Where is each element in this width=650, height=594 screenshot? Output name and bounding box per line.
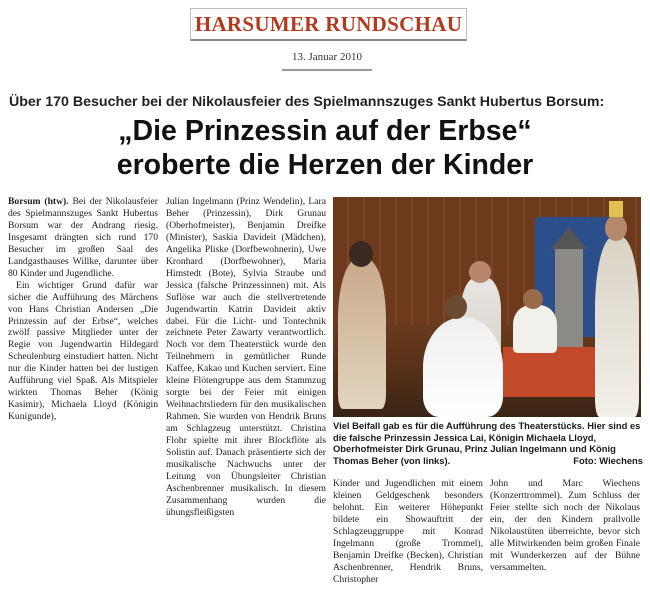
article-paragraph-4: Kinder und Jugendlichen mit einem kleinen Geldgeschenk besonders belohnt. Ein weiterer Höhepunkt bildete ein Showauftritt der Schlagzeuggruppe mit Konrad Ingelmann (große Trommel), Benjamin Dreifke (Becken), Christian Aschenbrenner, Hendrik Bruns, Christopher xyxy=(333,478,483,585)
photo-castle-tower xyxy=(555,249,583,359)
photo-crown xyxy=(609,201,623,217)
article-column-1 xyxy=(8,196,158,423)
photo-credit: Foto: Wiechens xyxy=(573,454,643,466)
headline-line-2: eroberte die Herzen der Kinder xyxy=(116,149,534,181)
photo-actor-false-princess xyxy=(338,259,386,409)
article-paragraph-1 xyxy=(8,196,158,280)
publication-date: 13. Januar 2010 xyxy=(282,51,372,71)
article-paragraph-3: Julian Ingelmann (Prinz Wendelin), Lara Beher (Prinzessin), Dirk Grunau (Oberhofmeister), Benjamin Dreifke (Minister), Saskia Davideit (Mädchen), Angelika Pliske (Dorfbewohnerin), Uwe Kronhard (Dorfbewohner), Maria Himstedt (Bote), Sylvia Straube und Jessica (falsche Prinzessinnen) mit. Als Suflöse war auch die stellvertretende Jugendwartin Katrin Davideit aktiv dabei. Für die Licht- und Tontechnik zeichnete Peter Zawarty verantwortlich. Noch vor dem Theaterstück wurde den Teilnehmern in gemütlicher Runde Kaffee, Kakao und Kuchen serviert. Eine kleine Flötengruppe aus dem Stammzug sorgte bei der Feier mit einigen Weihnachtsliedern für den musikalischen Rahmen. Sie wurden von Hendrik Bruns am Schlagzeug unterstützt. Christina Flohr spielte mit ihrer Blockflöte als Solistin auf. Danach präsentierte sich der musikalische Nachwuchs unter der Leitung von Übungsleiter Christian Aschenbrenner musikalisch. In diesem Zusammenhang wurden die übungsfleißigsten xyxy=(166,196,326,518)
article-column-2 xyxy=(166,196,326,519)
article-paragraph-5: John und Marc Wiechens (Konzerttrommel). Zum Schluss der Feier stellte sich noch der Nikolaus ein, der den Kindern prallvolle Nikolaustüten überreichte, bevor sich alle Mitwirkenden beim großen Finale mit Wunderkerzen auf der Bühne versammelten. xyxy=(490,478,640,573)
photo-actor-head xyxy=(605,215,627,241)
headline-line-1: „Die Prinzessin auf der Erbse“ xyxy=(118,115,532,147)
newspaper-masthead: HARSUMER RUNDSCHAU xyxy=(190,8,467,41)
article-column-3 xyxy=(333,478,483,586)
photo-caption-text: Viel Beifall gab es für die Aufführung des Theaterstücks. Hier sind es die falsche Prinzessin Jessica Lai, Königin Michaela Lloyd, Oberhofmeister Dirk Grunau, Prinz Julian Ingelmann und König Thomas Beher (von links). xyxy=(333,420,641,466)
photo-actor-prince xyxy=(513,305,557,353)
photo-actor-head xyxy=(349,241,373,267)
photo-caption xyxy=(333,420,643,466)
photo-actor-head xyxy=(445,295,467,319)
photo-actor-queen xyxy=(423,317,503,417)
photo-actor-head xyxy=(469,261,491,283)
article-paragraph-1-text: Bei der Nikolausfeier des Spielmannszuges Sankt Hubertus Borsum war der Andrang riesig. Insgesamt drängten sich rund 170 Besucher im großen Saal des Landgasthauses Willke, darunter über 80 Kinder und Jugendliche. xyxy=(8,196,158,279)
photo-actor-head xyxy=(523,289,543,309)
article-dateline: Borsum (htw). xyxy=(8,196,69,207)
article-photo xyxy=(333,197,641,417)
photo-actor-king xyxy=(595,237,639,417)
article-column-4 xyxy=(490,478,640,574)
article-headline xyxy=(0,114,650,182)
article-paragraph-2: Ein wichtiger Grund dafür war sicher die Aufführung des Märchens von Hans Christian Andersen „Die Prinzessin auf der Erbse“, welches zwölf passive Mitglieder unter der Regie von Jugendwartin Hildegard Scheulenburg einstudiert hatten. Nicht nur die Kinder hatten bei der lustigen Aufführung viel Spaß. Als Mitspieler wirkten Thomas Beher (König Kasimir), Michaela Lloyd (Königin Kunigunde), xyxy=(8,279,158,423)
article-kicker: Über 170 Besucher bei der Nikolausfeier des Spielmannszuges Sankt Hubertus Borsum: xyxy=(9,94,605,110)
photo-red-table xyxy=(503,347,598,397)
